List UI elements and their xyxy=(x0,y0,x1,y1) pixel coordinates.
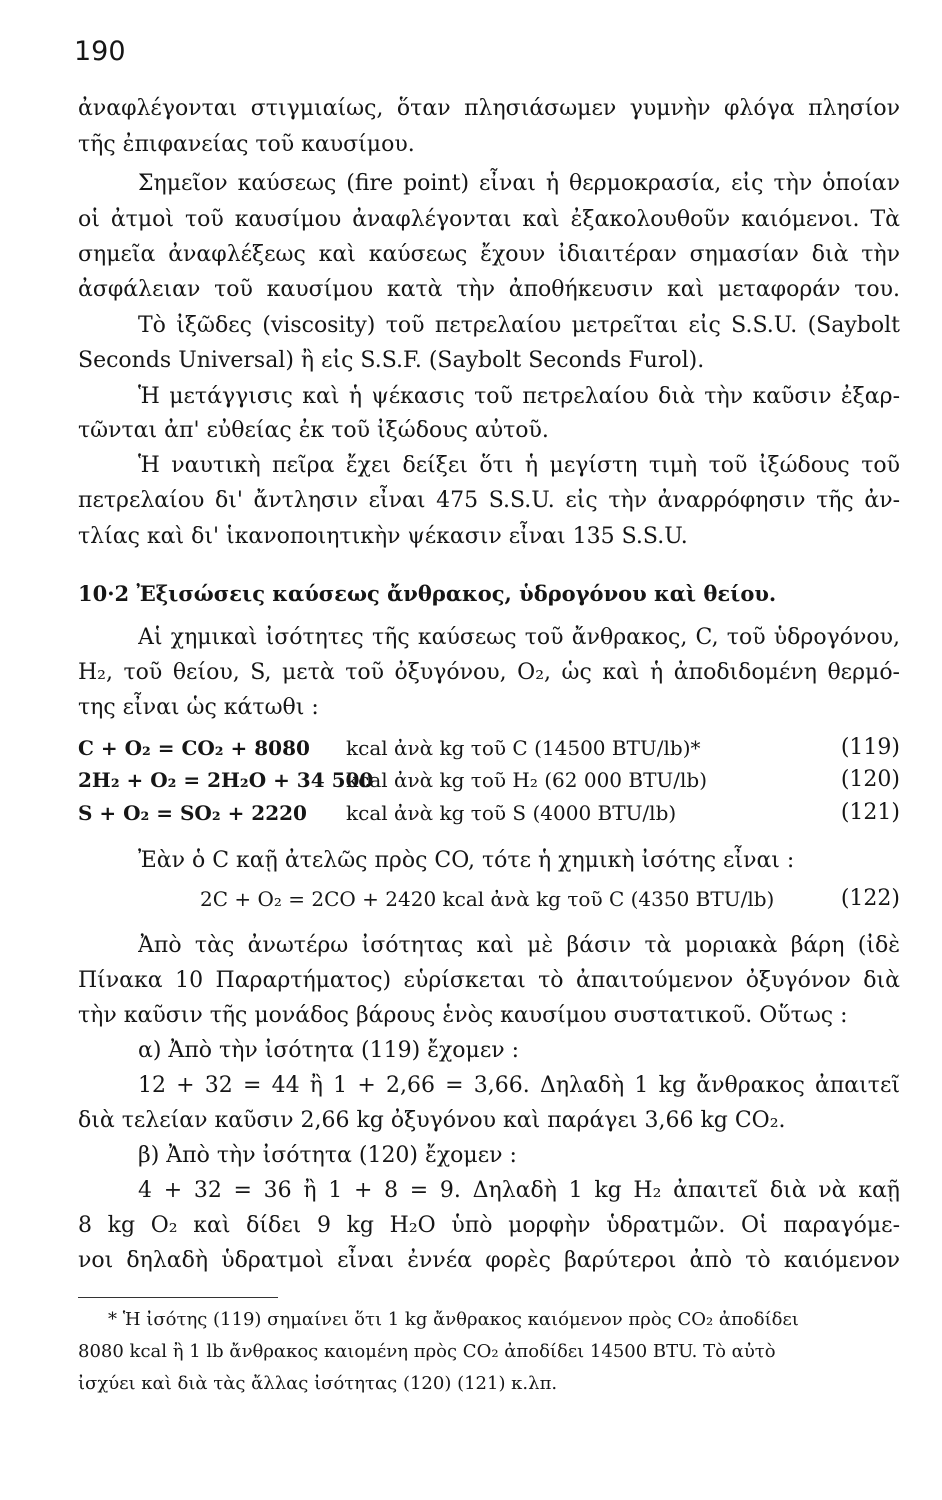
text-line: Σημεῖον καύσεως (fire point) εἶναι ἡ θερμοκρασία, εἰς τὴν ὁποίαν xyxy=(138,171,900,196)
footnote-rule xyxy=(78,1297,278,1298)
text-line: διὰ τελείαν καῦσιν 2,66 kg ὀξυγόνου καὶ παράγει 3,66 kg CO₂. xyxy=(78,1108,786,1133)
equation-text: kcal ἀνὰ kg τοῦ H₂ (62 000 BTU/lb) xyxy=(346,768,708,792)
text-line: νοι δηλαδὴ ὑδρατμοὶ εἶναι ἐννέα φορὲς βαρύτεροι ἀπὸ τὸ καιόμενον xyxy=(78,1248,900,1273)
text-line: τλίας καὶ δι' ἱκανοποιητικὴν ψέκασιν εἶναι 135 S.S.U. xyxy=(78,524,688,549)
text-line: ἀναφλέγονται στιγμιαίως, ὅταν πλησιάσωμεν γυμνὴν φλόγα πλησίον xyxy=(78,96,900,121)
text-line: 8 kg O₂ καὶ δίδει 9 kg H₂O ὑπὸ μορφὴν ὑδρατμῶν. Οἱ παραγόμε- xyxy=(78,1213,900,1238)
text-line: α) Ἀπὸ τὴν ἰσότητα (119) ἔχομεν : xyxy=(138,1038,520,1063)
section-heading: 10·2 Ἐξισώσεις καύσεως ἄνθρακος, ὑδρογόνου καὶ θείου. xyxy=(78,581,777,606)
equation-text: kcal ἀνὰ kg τοῦ C (14500 BTU/lb)* xyxy=(346,736,701,760)
text-line: πετρελαίου δι' ἄντλησιν εἶναι 475 S.S.U. εἰς τὴν ἀναρρόφησιν τῆς ἀν- xyxy=(78,488,900,513)
text-line: τῆς ἐπιφανείας τοῦ καυσίμου. xyxy=(78,132,415,157)
text-line: Ἐὰν ὁ C καῇ ἀτελῶς πρὸς CO, τότε ἡ χημικὴ ἰσότης εἶναι : xyxy=(138,848,795,873)
text-line: της εἶναι ὡς κάτωθι : xyxy=(78,695,319,720)
text-line: ἀσφάλειαν τοῦ καυσίμου κατὰ τὴν ἀποθήκευσιν καὶ μεταφοράν του. xyxy=(78,277,900,302)
equation-formula: C + O₂ = CO₂ + 8080 xyxy=(78,736,310,760)
footnote-line: ἰσχύει καὶ διὰ τὰς ἄλλας ἰσότητας (120) (121) κ.λπ. xyxy=(78,1373,558,1394)
footnote-line: * Ἡ ἰσότης (119) σημαίνει ὅτι 1 kg ἄνθρακος καιόμενον πρὸς CO₂ ἀποδίδει xyxy=(108,1309,799,1330)
text-line: β) Ἀπὸ τὴν ἰσότητα (120) ἔχομεν : xyxy=(138,1143,517,1168)
equation-number: (121) xyxy=(840,800,900,825)
equation-number: (122) xyxy=(840,886,900,911)
equation-formula: S + O₂ = SO₂ + 2220 xyxy=(78,801,307,825)
equation-number: (119) xyxy=(840,735,900,760)
footnote-line: 8080 kcal ἢ 1 lb ἄνθρακος καιομένη πρὸς CO₂ ἀποδίδει 14500 BTU. Τὸ αὐτὸ xyxy=(78,1341,776,1362)
text-line: Seconds Universal) ἢ εἰς S.S.F. (Saybolt Seconds Furol). xyxy=(78,348,705,373)
equation-122: 2C + O₂ = 2CO + 2420 kcal ἀνὰ kg τοῦ C (4350 BTU/lb) xyxy=(200,887,775,911)
text-line: Πίνακα 10 Παραρτήματος) εὑρίσκεται τὸ ἀπαιτούμενον ὀξυγόνον διὰ xyxy=(78,968,900,993)
text-line: σημεῖα ἀναφλέξεως καὶ καύσεως ἔχουν ἰδιαιτέραν σημασίαν διὰ τὴν xyxy=(78,242,900,267)
text-line: Τὸ ἰξῶδες (viscosity) τοῦ πετρελαίου μετρεῖται εἰς S.S.U. (Saybolt xyxy=(138,313,900,338)
page-number: 190 xyxy=(74,36,126,67)
text-line: Ἡ ναυτικὴ πεῖρα ἔχει δείξει ὅτι ἡ μεγίστη τιμὴ τοῦ ἰξώδους τοῦ xyxy=(138,453,900,478)
equation-formula: 2H₂ + O₂ = 2H₂O + 34 500 xyxy=(78,768,374,792)
text-line: οἱ ἀτμοὶ τοῦ καυσίμου ἀναφλέγονται καὶ ἐξακολουθοῦν καιόμενοι. Τὰ xyxy=(78,207,900,232)
text-line: τῶνται ἀπ' εὐθείας ἐκ τοῦ ἰξώδους αὐτοῦ. xyxy=(78,418,549,443)
text-line: 12 + 32 = 44 ἢ 1 + 2,66 = 3,66. Δηλαδὴ 1 kg ἄνθρακος ἀπαιτεῖ xyxy=(138,1073,900,1098)
text-line: Ἡ μετάγγισις καὶ ἡ ψέκασις τοῦ πετρελαίου διὰ τὴν καῦσιν ἐξαρ- xyxy=(138,384,900,409)
equation-number: (120) xyxy=(840,767,900,792)
text-line: Ἀπὸ τὰς ἀνωτέρω ἰσότητας καὶ μὲ βάσιν τὰ μοριακὰ βάρη (ἰδὲ xyxy=(138,933,900,958)
text-line: H₂, τοῦ θείου, S, μετὰ τοῦ ὀξυγόνου, O₂, ὡς καὶ ἡ ἀποδιδομένη θερμό- xyxy=(78,660,900,685)
text-line: Αἱ χημικαὶ ἰσότητες τῆς καύσεως τοῦ ἄνθρακος, C, τοῦ ὑδρογόνου, xyxy=(138,625,900,650)
text-line: τὴν καῦσιν τῆς μονάδος βάρους ἑνὸς καυσίμου συστατικοῦ. Οὕτως : xyxy=(78,1003,848,1028)
equation-text: kcal ἀνὰ kg τοῦ S (4000 BTU/lb) xyxy=(346,801,677,825)
text-line: 4 + 32 = 36 ἢ 1 + 8 = 9. Δηλαδὴ 1 kg H₂ ἀπαιτεῖ διὰ νὰ καῇ xyxy=(138,1178,900,1203)
